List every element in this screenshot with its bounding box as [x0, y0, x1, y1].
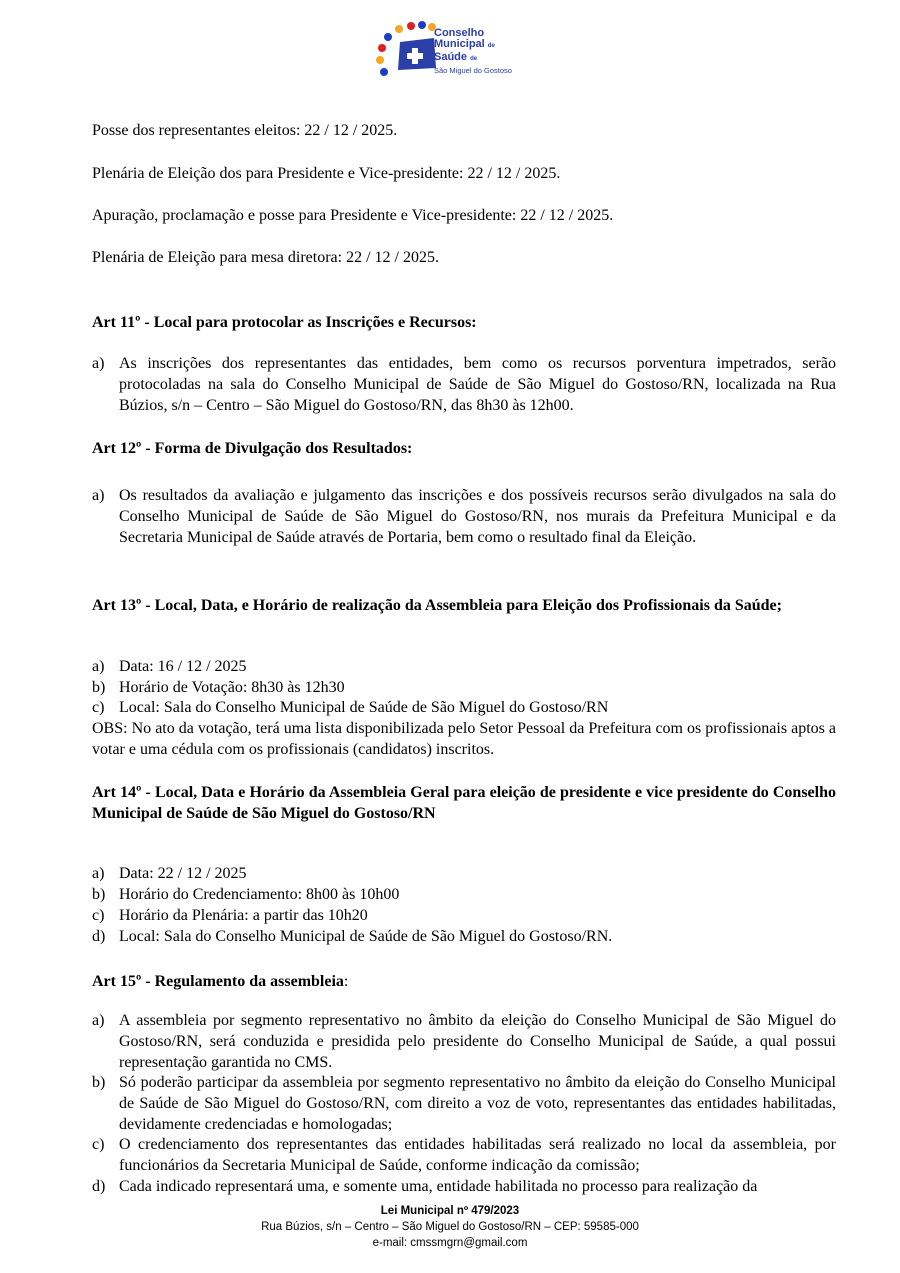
- item-text: Local: Sala do Conselho Municipal de Saúde de São Miguel do Gostoso/RN: [119, 699, 609, 716]
- item-text: Os resultados da avaliação e julgamento das inscrições e dos possíveis recursos serão divulgados na sala do Conselho Municipal de Saúde de São Miguel do Gostoso/RN, nos murais da Prefeitura Municipal e da Secretaria Municipal de Saúde através de Portaria, bem como o resultado final da Eleição.: [119, 487, 836, 546]
- logo-line2-suffix: de: [487, 43, 495, 49]
- schedule-line: Plenária de Eleição para mesa diretora: 22 / 12 / 2025.: [92, 249, 439, 266]
- footer-law: Lei Municipal nº 479/2023: [380, 1205, 520, 1217]
- art12-item-a: [92, 486, 836, 548]
- schedule-line: Apuração, proclamação e posse para Presidente e Vice-presidente: 22 / 12 / 2025.: [92, 207, 614, 224]
- art14-heading: Art 14º - Local, Data e Horário da Assembleia Geral para eleição de presidente e vice presidente do Conselho Municipal de Saúde de São Miguel do Gostoso/RN: [92, 784, 836, 822]
- art13-item-a: [92, 657, 836, 678]
- item-text: Horário da Plenária: a partir das 10h20: [119, 907, 368, 924]
- art13-obs: OBS: No ato da votação, terá uma lista disponibilizada pelo Setor Pessoal da Prefeitura com os profissionais aptos a votar e uma cédula com os profissionais (candidatos) inscritos.: [92, 720, 836, 758]
- item-label: a): [92, 865, 105, 882]
- item-label: c): [92, 907, 105, 924]
- item-text: As inscrições dos representantes das entidades, bem como os recursos porventura impetrados, serão protocoladas na sala do Conselho Municipal de Saúde de São Miguel do Gostoso/RN, localizada na Rua Búzios, s/n – Centro – São Miguel do Gostoso/RN, das 8h30 às 12h00.: [119, 355, 836, 414]
- item-label: c): [92, 699, 105, 716]
- logo-line1: Conselho: [434, 27, 485, 39]
- item-label: a): [92, 1012, 105, 1029]
- item-label: b): [92, 679, 106, 696]
- item-text: Cada indicado representará uma, e somente uma, entidade habilitada no processo para realização da: [119, 1178, 758, 1195]
- schedule-line: Plenária de Eleição dos para Presidente e Vice-presidente: 22 / 12 / 2025.: [92, 165, 561, 182]
- item-text: Horário do Credenciamento: 8h00 às 10h00: [119, 886, 400, 903]
- item-label: a): [92, 355, 105, 372]
- art14-item-c: [92, 906, 836, 927]
- art15-item-c: [92, 1135, 836, 1177]
- council-logo: [372, 20, 532, 82]
- item-text: Horário de Votação: 8h30 às 12h30: [119, 679, 345, 696]
- item-text: Só poderão participar da assembleia por segmento representativo no âmbito da eleição do Conselho Municipal de Saúde de São Miguel do Gostoso/RN, com direito a voz de voto, representantes das entidades habilitadas, devidamente credenciadas e homologadas;: [119, 1074, 836, 1133]
- footer-email: e-mail: cmssmgrn@gmail.com: [372, 1237, 528, 1249]
- art12-heading: Art 12º - Forma de Divulgação dos Resultados:: [92, 440, 413, 457]
- art13-item-c: [92, 698, 836, 719]
- item-label: c): [92, 1136, 105, 1153]
- item-text: Data: 22 / 12 / 2025: [119, 865, 247, 882]
- item-label: d): [92, 1178, 106, 1195]
- art11-item-a: [92, 354, 836, 416]
- art15-heading: [92, 972, 836, 993]
- item-label: a): [92, 487, 105, 504]
- art15-title: Art 15º - Regulamento da assembleia: [92, 973, 344, 990]
- item-text: Data: 16 / 12 / 2025: [119, 658, 247, 675]
- logo-line2: Municipal: [434, 38, 485, 50]
- art11-heading: Art 11º - Local para protocolar as Inscrições e Recursos:: [92, 314, 477, 331]
- logo-line4: São Miguel do Gostoso: [434, 66, 512, 75]
- footer-address: Rua Búzios, s/n – Centro – São Miguel do Gostoso/RN – CEP: 59585-000: [261, 1221, 639, 1233]
- item-label: b): [92, 1074, 106, 1091]
- art15-item-d: [92, 1177, 836, 1198]
- art13-heading: Art 13º - Local, Data, e Horário de realização da Assembleia para Eleição dos Profissionais da Saúde;: [92, 597, 782, 614]
- art14-item-d: [92, 927, 836, 948]
- schedule-line: Posse dos representantes eleitos: 22 / 12 / 2025.: [92, 122, 398, 139]
- item-text: O credenciamento dos representantes das entidades habilitadas será realizado no local da assembleia, por funcionários da Secretaria Municipal de Saúde, conforme indicação da comissão;: [119, 1136, 836, 1174]
- art14-item-a: [92, 864, 836, 885]
- page-footer: [0, 1203, 900, 1251]
- art15-item-a: [92, 1011, 836, 1073]
- art15-title-suffix: :: [343, 973, 349, 990]
- item-label: d): [92, 928, 106, 945]
- item-text: A assembleia por segmento representativo no âmbito da eleição do Conselho Municipal de São Miguel do Gostoso/RN, será conduzida e presidida pelo presidente do Conselho Municipal de Saúde, a qual possui representação garantida no CMS.: [119, 1012, 836, 1071]
- item-label: b): [92, 886, 106, 903]
- art14-item-b: [92, 885, 836, 906]
- art13-item-b: [92, 678, 836, 699]
- item-label: a): [92, 658, 105, 675]
- art15-item-b: [92, 1073, 836, 1135]
- item-text: Local: Sala do Conselho Municipal de Saúde de São Miguel do Gostoso/RN.: [119, 928, 613, 945]
- logo-line3-suffix: de: [470, 56, 478, 62]
- logo-line3: Saúde: [434, 51, 468, 63]
